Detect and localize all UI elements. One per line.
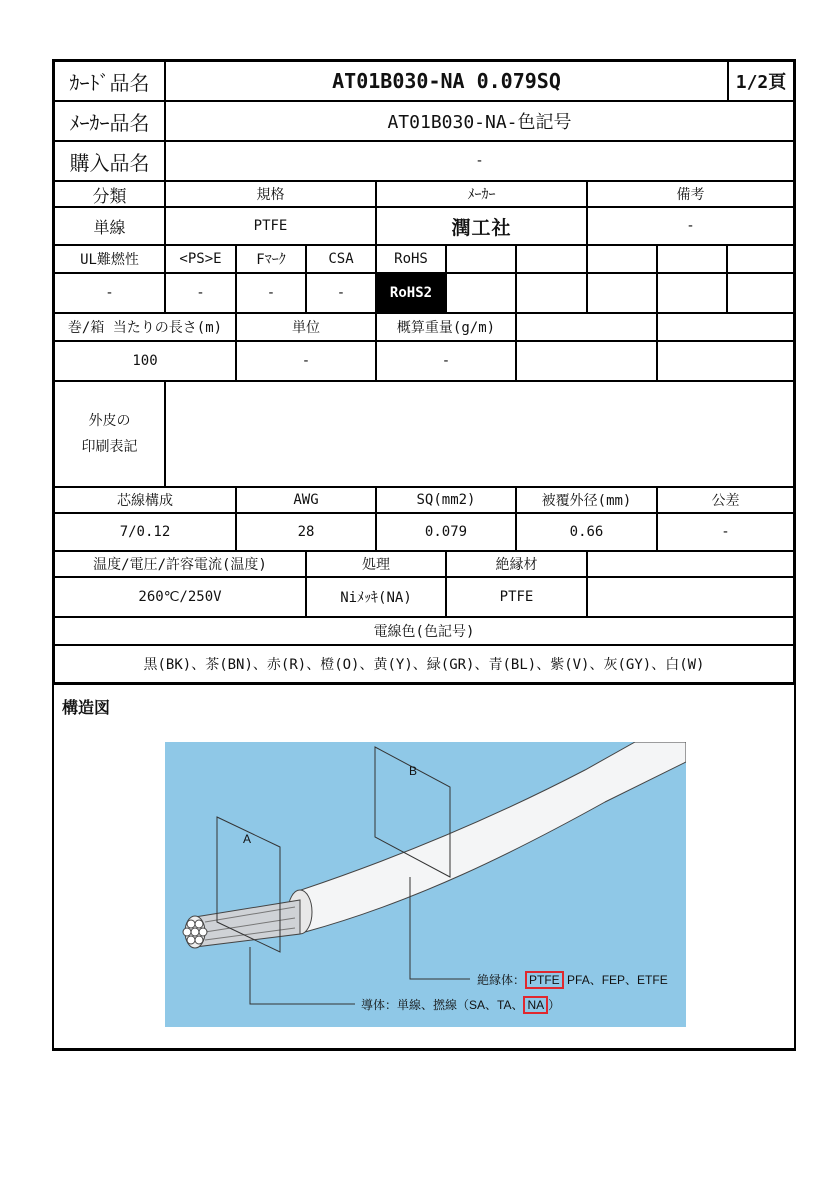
conductor-caption-suffix: ） [548, 998, 561, 1012]
page-number: 1/2頁 [728, 61, 794, 101]
cable-structure-diagram [165, 742, 686, 1027]
cert-header-empty-2 [516, 245, 587, 273]
print-marking-label [54, 381, 165, 487]
tolerance-header: 公差 [657, 487, 794, 513]
f-mark-header: Fﾏｰｸ [236, 245, 306, 273]
remarks-value: - [587, 207, 794, 245]
sq-header: SQ(mm2) [376, 487, 516, 513]
treatment-header: 処理 [306, 551, 446, 577]
spec-sheet [52, 59, 796, 1051]
insulation-header: 絶縁材 [446, 551, 587, 577]
conductor-caption [361, 996, 560, 1013]
print-marking-label-line1: 外皮の [88, 413, 131, 429]
packaging-header-empty-2 [657, 313, 794, 341]
csa-value: - [306, 273, 376, 313]
pse-header: <PS>E [165, 245, 236, 273]
approx-weight-header: 概算重量(g/m) [376, 313, 516, 341]
ratings-header-empty [587, 551, 794, 577]
insulation-caption-prefix: 絶縁体： [477, 973, 526, 987]
unit-header: 単位 [236, 313, 376, 341]
conductor-caption-prefix: 導体：単線、撚線（SA、TA、 [361, 998, 524, 1012]
print-marking-value [165, 381, 794, 487]
label-a: A [243, 832, 252, 846]
cert-value-empty-5 [727, 273, 794, 313]
strand-config-value: 7/0.12 [54, 513, 236, 551]
cert-value-empty-3 [587, 273, 657, 313]
ul-flame-header: UL難燃性 [54, 245, 165, 273]
temp-voltage-current-value: 260℃/250V [54, 577, 306, 617]
wire-color-header: 電線色(色記号) [54, 617, 794, 645]
packaging-header-empty-1 [516, 313, 657, 341]
classification-header: 分類 [54, 181, 165, 207]
insulation-ptfe-highlight: PTFE [525, 971, 564, 989]
insulation-caption [477, 971, 668, 988]
rohs-header: RoHS [376, 245, 446, 273]
temp-voltage-current-header: 温度/電圧/許容電流(温度) [54, 551, 306, 577]
ul-flame-value: - [54, 273, 165, 313]
wire-color-value: 黒(BK)、茶(BN)、赤(R)、橙(O)、黄(Y)、緑(GR)、青(BL)、紫(V)、灰(GY)、白(W) [54, 645, 794, 683]
insulation-value: PTFE [446, 577, 587, 617]
maker-item-label: ﾒｰｶｰ品名 [54, 101, 165, 141]
card-name-value: AT01B030-NA 0.079SQ [165, 61, 728, 101]
standard-value: PTFE [165, 207, 376, 245]
awg-header: AWG [236, 487, 376, 513]
ratings-value-empty [587, 577, 794, 617]
conductor-strands [183, 900, 300, 948]
standard-header: 規格 [165, 181, 376, 207]
classification-value: 単線 [54, 207, 165, 245]
outer-diameter-header: 被覆外径(mm) [516, 487, 657, 513]
pse-value: - [165, 273, 236, 313]
cert-value-empty-2 [516, 273, 587, 313]
purchase-name-label: 購入品名 [54, 141, 165, 181]
outer-diameter-value: 0.66 [516, 513, 657, 551]
cert-value-empty-1 [446, 273, 516, 313]
tolerance-value: - [657, 513, 794, 551]
cert-header-empty-5 [727, 245, 794, 273]
maker-value: 潤工社 [376, 207, 587, 245]
unit-value: - [236, 341, 376, 381]
print-marking-label-line2: 印刷表記 [81, 439, 138, 455]
cert-header-empty-3 [587, 245, 657, 273]
treatment-value: Niﾒｯｷ(NA) [306, 577, 446, 617]
structure-label: 構造図 [62, 698, 111, 717]
maker-header: ﾒｰｶｰ [376, 181, 587, 207]
insulation-caption-rest: PFA、FEP、ETFE [563, 973, 668, 987]
csa-header: CSA [306, 245, 376, 273]
sq-value: 0.079 [376, 513, 516, 551]
cert-header-empty-1 [446, 245, 516, 273]
f-mark-value: - [236, 273, 306, 313]
length-per-reel-value: 100 [54, 341, 236, 381]
remarks-header: 備考 [587, 181, 794, 207]
approx-weight-value: - [376, 341, 516, 381]
purchase-name-value: - [165, 141, 794, 181]
conductor-na-highlight: NA [523, 996, 548, 1014]
length-per-reel-header: 巻/箱 当たりの長さ(m) [54, 313, 236, 341]
card-name-label: ｶｰﾄﾞ品名 [54, 61, 165, 101]
cert-value-empty-4 [657, 273, 727, 313]
rohs2-badge: RoHS2 [376, 273, 446, 313]
conductor-leader-line [250, 947, 355, 1004]
packaging-value-empty-2 [657, 341, 794, 381]
strand-config-header: 芯線構成 [54, 487, 236, 513]
awg-value: 28 [236, 513, 376, 551]
cert-header-empty-4 [657, 245, 727, 273]
cable-jacket [295, 742, 686, 932]
maker-item-value: AT01B030-NA-色記号 [165, 101, 794, 141]
label-b: B [409, 764, 418, 778]
packaging-value-empty-1 [516, 341, 657, 381]
